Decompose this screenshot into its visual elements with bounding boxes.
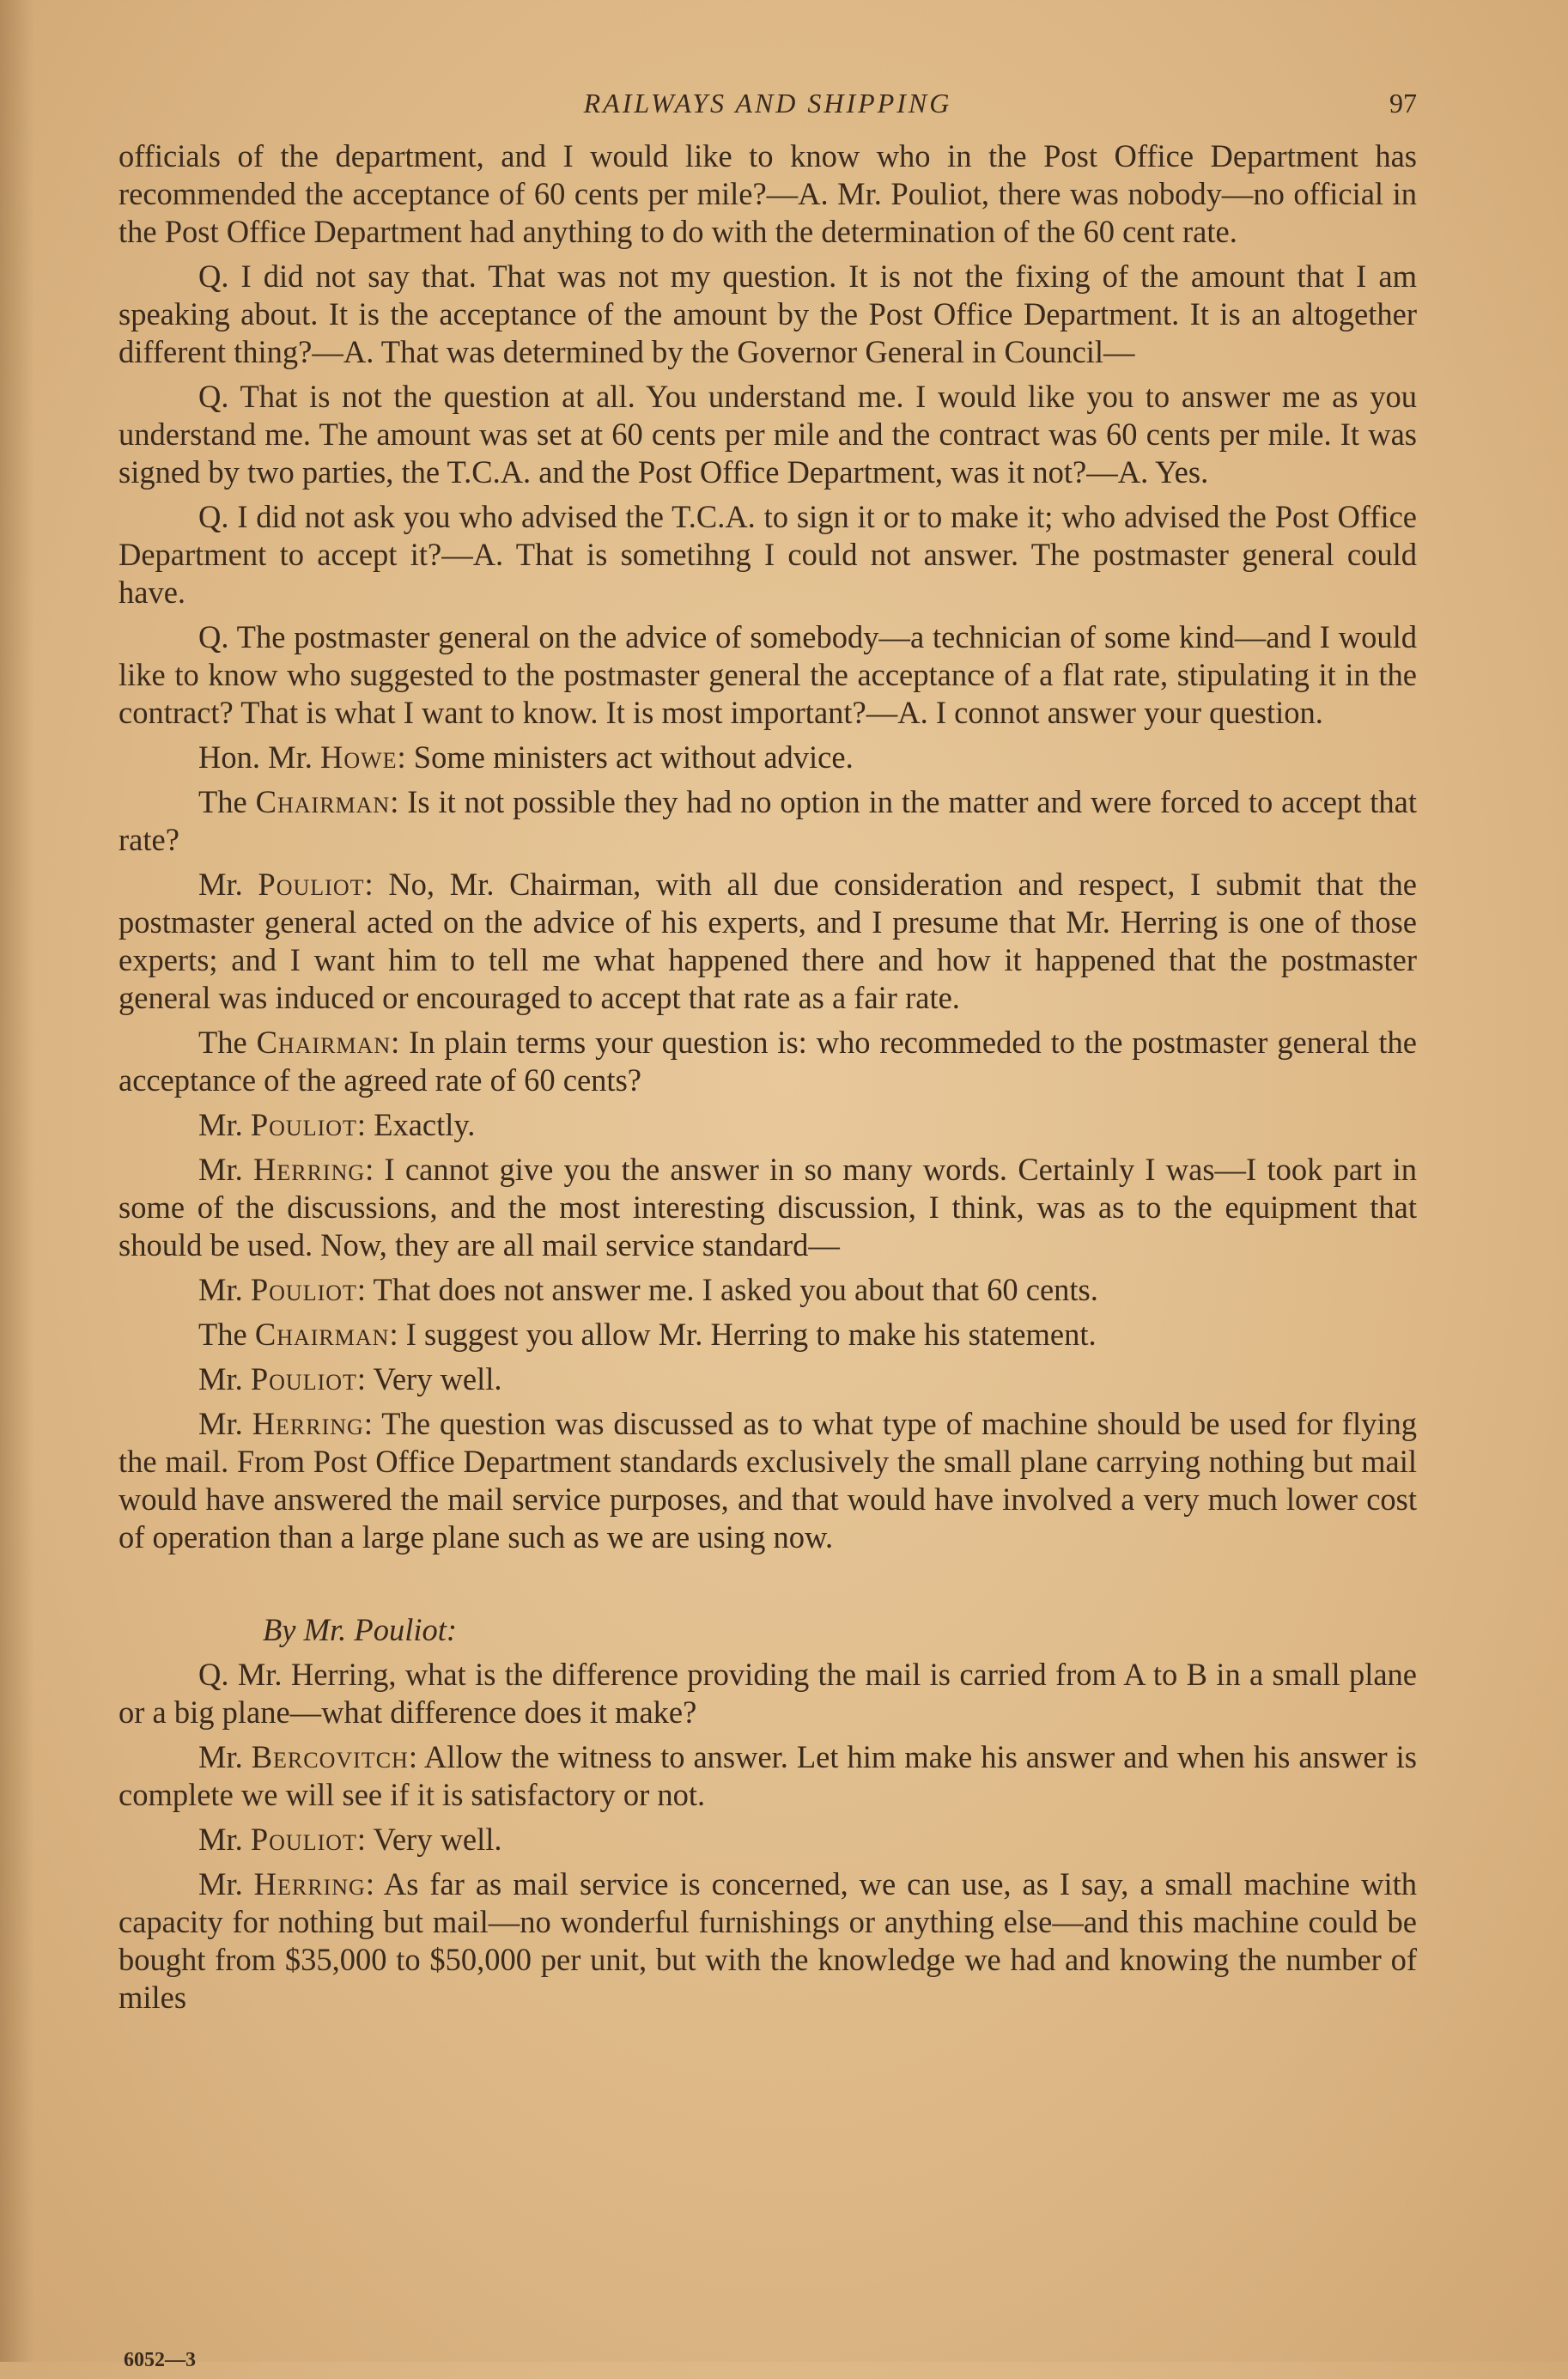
speaker-paragraph: Mr. Herring: The question was discussed as to what type of machine should be used for flying the mail. From Post Office Department standards exclusively the small plane carrying nothing but mail would have answered the mail service purposes, and that would have involved a very much lower cost of operation than a large plane such as we are using now.	[119, 1406, 1417, 1555]
page-edge-shadow	[0, 0, 34, 2362]
speaker-name: Herring	[253, 1866, 366, 1901]
running-header	[119, 84, 1417, 129]
speaker-name: Pouliot	[250, 1822, 357, 1857]
document-page	[119, 84, 1418, 2371]
speaker-paragraph: Mr. Pouliot: Very well.	[198, 1822, 502, 1857]
running-title: RAILWAYS AND SHIPPING	[583, 88, 952, 119]
paragraph: Q. Mr. Herring, what is the difference providing the mail is carried from A to B in a small plane or a big plane—what difference does it make?	[119, 1657, 1417, 1730]
paragraph: officials of the department, and I would like to know who in the Post Office Department has recommended the acceptance of 60 cents per mile?—A. Mr. Pouliot, there was nobody—no official in the Post Office Department had anything to do with the determination of the 60 cent rate.	[119, 138, 1417, 249]
speaker-paragraph: Mr. Pouliot: No, Mr. Chairman, with all due consideration and respect, I submit that the postmaster general acted on the advice of his experts, and I presume that Mr. Herring is one of those experts; and I want him to tell me what happened there and how it happened that the postmaster general was induced or encouraged to accept that rate as a fair rate.	[119, 867, 1417, 1015]
speaker-paragraph: The Chairman: Is it not possible they had no option in the matter and were forced to accept that rate?	[119, 784, 1417, 857]
speaker-name: Pouliot	[250, 1361, 357, 1396]
speaker-paragraph: The Chairman: In plain terms your question is: who recommeded to the postmaster general the acceptance of the agreed rate of 60 cents?	[119, 1025, 1418, 1098]
paragraph: Q. That is not the question at all. You understand me. I would like you to answer me as you understand me. The amount was set at 60 cents per mile and the contract was 60 cents per mile. It was signed by two parties, the T.C.A. and the Post Office Department, was it not?—A. Yes.	[119, 379, 1417, 490]
speaker-name: Chairman	[255, 784, 391, 819]
speaker-name: Herring	[252, 1152, 366, 1187]
speaker-name: Pouliot	[250, 1272, 357, 1307]
byline: By Mr. Pouliot:	[263, 1612, 458, 1647]
paragraph: Q. I did not say that. That was not my question. It is not the fixing of the amount that I am speaking about. It is the acceptance of the amount by the Post Office Department. It is an altogether different thing?—A. That was determined by the Governor General in Council—	[119, 259, 1417, 369]
speaker-paragraph: Mr. Bercovitch: Allow the witness to answer. Let him make his answer and when his answer is complete we will see if it is satisfactory or not.	[119, 1739, 1417, 1812]
speaker-name: Herring	[252, 1406, 364, 1441]
speaker-paragraph: Mr. Pouliot: Very well.	[198, 1361, 502, 1396]
speaker-name: Pouliot	[250, 1107, 357, 1142]
speaker-paragraph: Mr. Herring: As far as mail service is concerned, we can use, as I say, a small machine with capacity for nothing but mail—no wonderful furnishings or anything else—and this machine could be bought from $35,000 to $50,000 per unit, but with the knowledge we had and knowing the number of miles	[119, 1866, 1417, 2015]
speaker-name: Bercovitch	[251, 1739, 409, 1774]
speaker-paragraph: Mr. Herring: I cannot give you the answer in so many words. Certainly I was—I took part in some of the discussions, and the most interesting discussion, I think, was as to the equipment that should be used. Now, they are all mail service standard—	[119, 1152, 1417, 1263]
speaker-name: Pouliot	[258, 867, 365, 902]
paragraph: Q. I did not ask you who advised the T.C.A. to sign it or to make it; who advised the Post Office Department to accept it?—A. That is sometihng I could not answer. The postmaster general could have.	[119, 499, 1417, 610]
speaker-paragraph: Mr. Pouliot: Exactly.	[198, 1107, 476, 1142]
speaker-name: Chairman	[254, 1317, 390, 1352]
signature-mark: 6052—3	[124, 2349, 196, 2371]
paragraph: Q. The postmaster general on the advice of somebody—a technician of some kind—and I would like to know who suggested to the postmaster general the acceptance of a flat rate, stipulating it in the contract? That is what I want to know. It is most important?—A. I connot answer your question.	[119, 619, 1417, 730]
speaker-paragraph: Mr. Pouliot: That does not answer me. I asked you about that 60 cents.	[198, 1272, 1098, 1307]
speaker-paragraph: The Chairman: I suggest you allow Mr. Herring to make his statement.	[198, 1317, 1097, 1352]
speaker-paragraph: Hon. Mr. Howe: Some ministers act without advice.	[198, 739, 854, 775]
speaker-name: Howe	[319, 739, 398, 775]
speaker-name: Chairman	[256, 1025, 392, 1060]
page-number: 97	[1389, 88, 1417, 119]
